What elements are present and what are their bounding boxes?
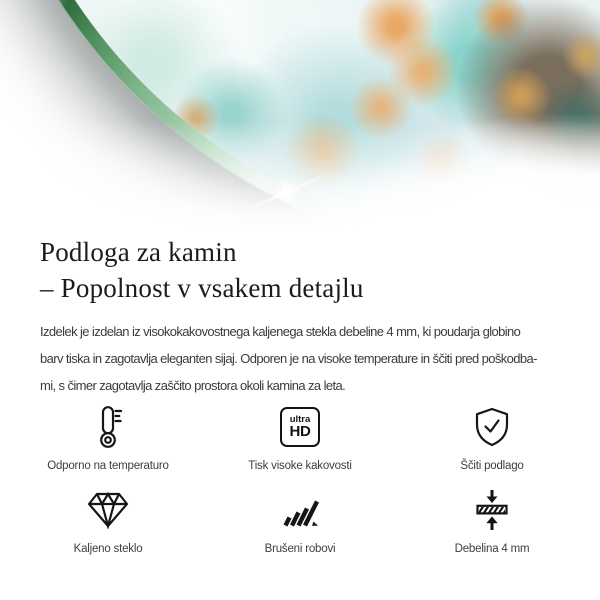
thickness-icon	[474, 488, 510, 532]
feature-print-quality	[204, 405, 396, 472]
feature-label: Tisk visoke kakovosti	[248, 460, 352, 472]
ultra-hd-icon	[280, 405, 320, 449]
feature-tempered-glass	[12, 488, 204, 555]
feature-label: Ščiti podlago	[460, 460, 524, 472]
feature-label: Kaljeno steklo	[73, 543, 143, 555]
feature-label: Brušeni robovi	[264, 543, 336, 555]
feature-protects-surface	[396, 405, 588, 472]
page-title	[40, 234, 560, 306]
ultra-hd-badge	[280, 407, 320, 447]
features-grid	[12, 405, 588, 555]
title-line-1: Podloga za kamin	[40, 237, 237, 267]
description-line: mi, s čimer zagotavlja zaščito prostora okoli kamina za leta.	[40, 378, 346, 393]
ultra-hd-text-top: ultra	[289, 414, 311, 425]
description-line: Izdelek je izdelan iz visokokakovostnega kaljenega stekla debeline 4 mm, ki poudarja globino	[40, 324, 521, 339]
beveled-edges-icon	[280, 488, 320, 532]
feature-temperature-resistant	[12, 405, 204, 472]
product-photo	[0, 0, 600, 232]
thermometer-icon	[94, 405, 122, 449]
ultra-hd-text-bottom: HD	[289, 423, 311, 440]
product-description	[40, 318, 560, 399]
description-line: barv tiska in zagotavlja eleganten sijaj. Odporen je na visoke temperature in ščiti pred poškodba-	[40, 351, 537, 366]
diamond-icon	[86, 488, 130, 532]
feature-label: Debelina 4 mm	[454, 543, 530, 555]
shield-check-icon	[474, 405, 510, 449]
marble-print-artwork	[0, 0, 600, 232]
glass-panel-edge	[0, 0, 600, 232]
feature-thickness	[396, 488, 588, 555]
product-info-section	[0, 232, 600, 555]
title-line-2: – Popolnost v vsakem detajlu	[40, 273, 364, 303]
feature-label: Odporno na temperaturo	[47, 460, 169, 472]
feature-polished-edges	[204, 488, 396, 555]
